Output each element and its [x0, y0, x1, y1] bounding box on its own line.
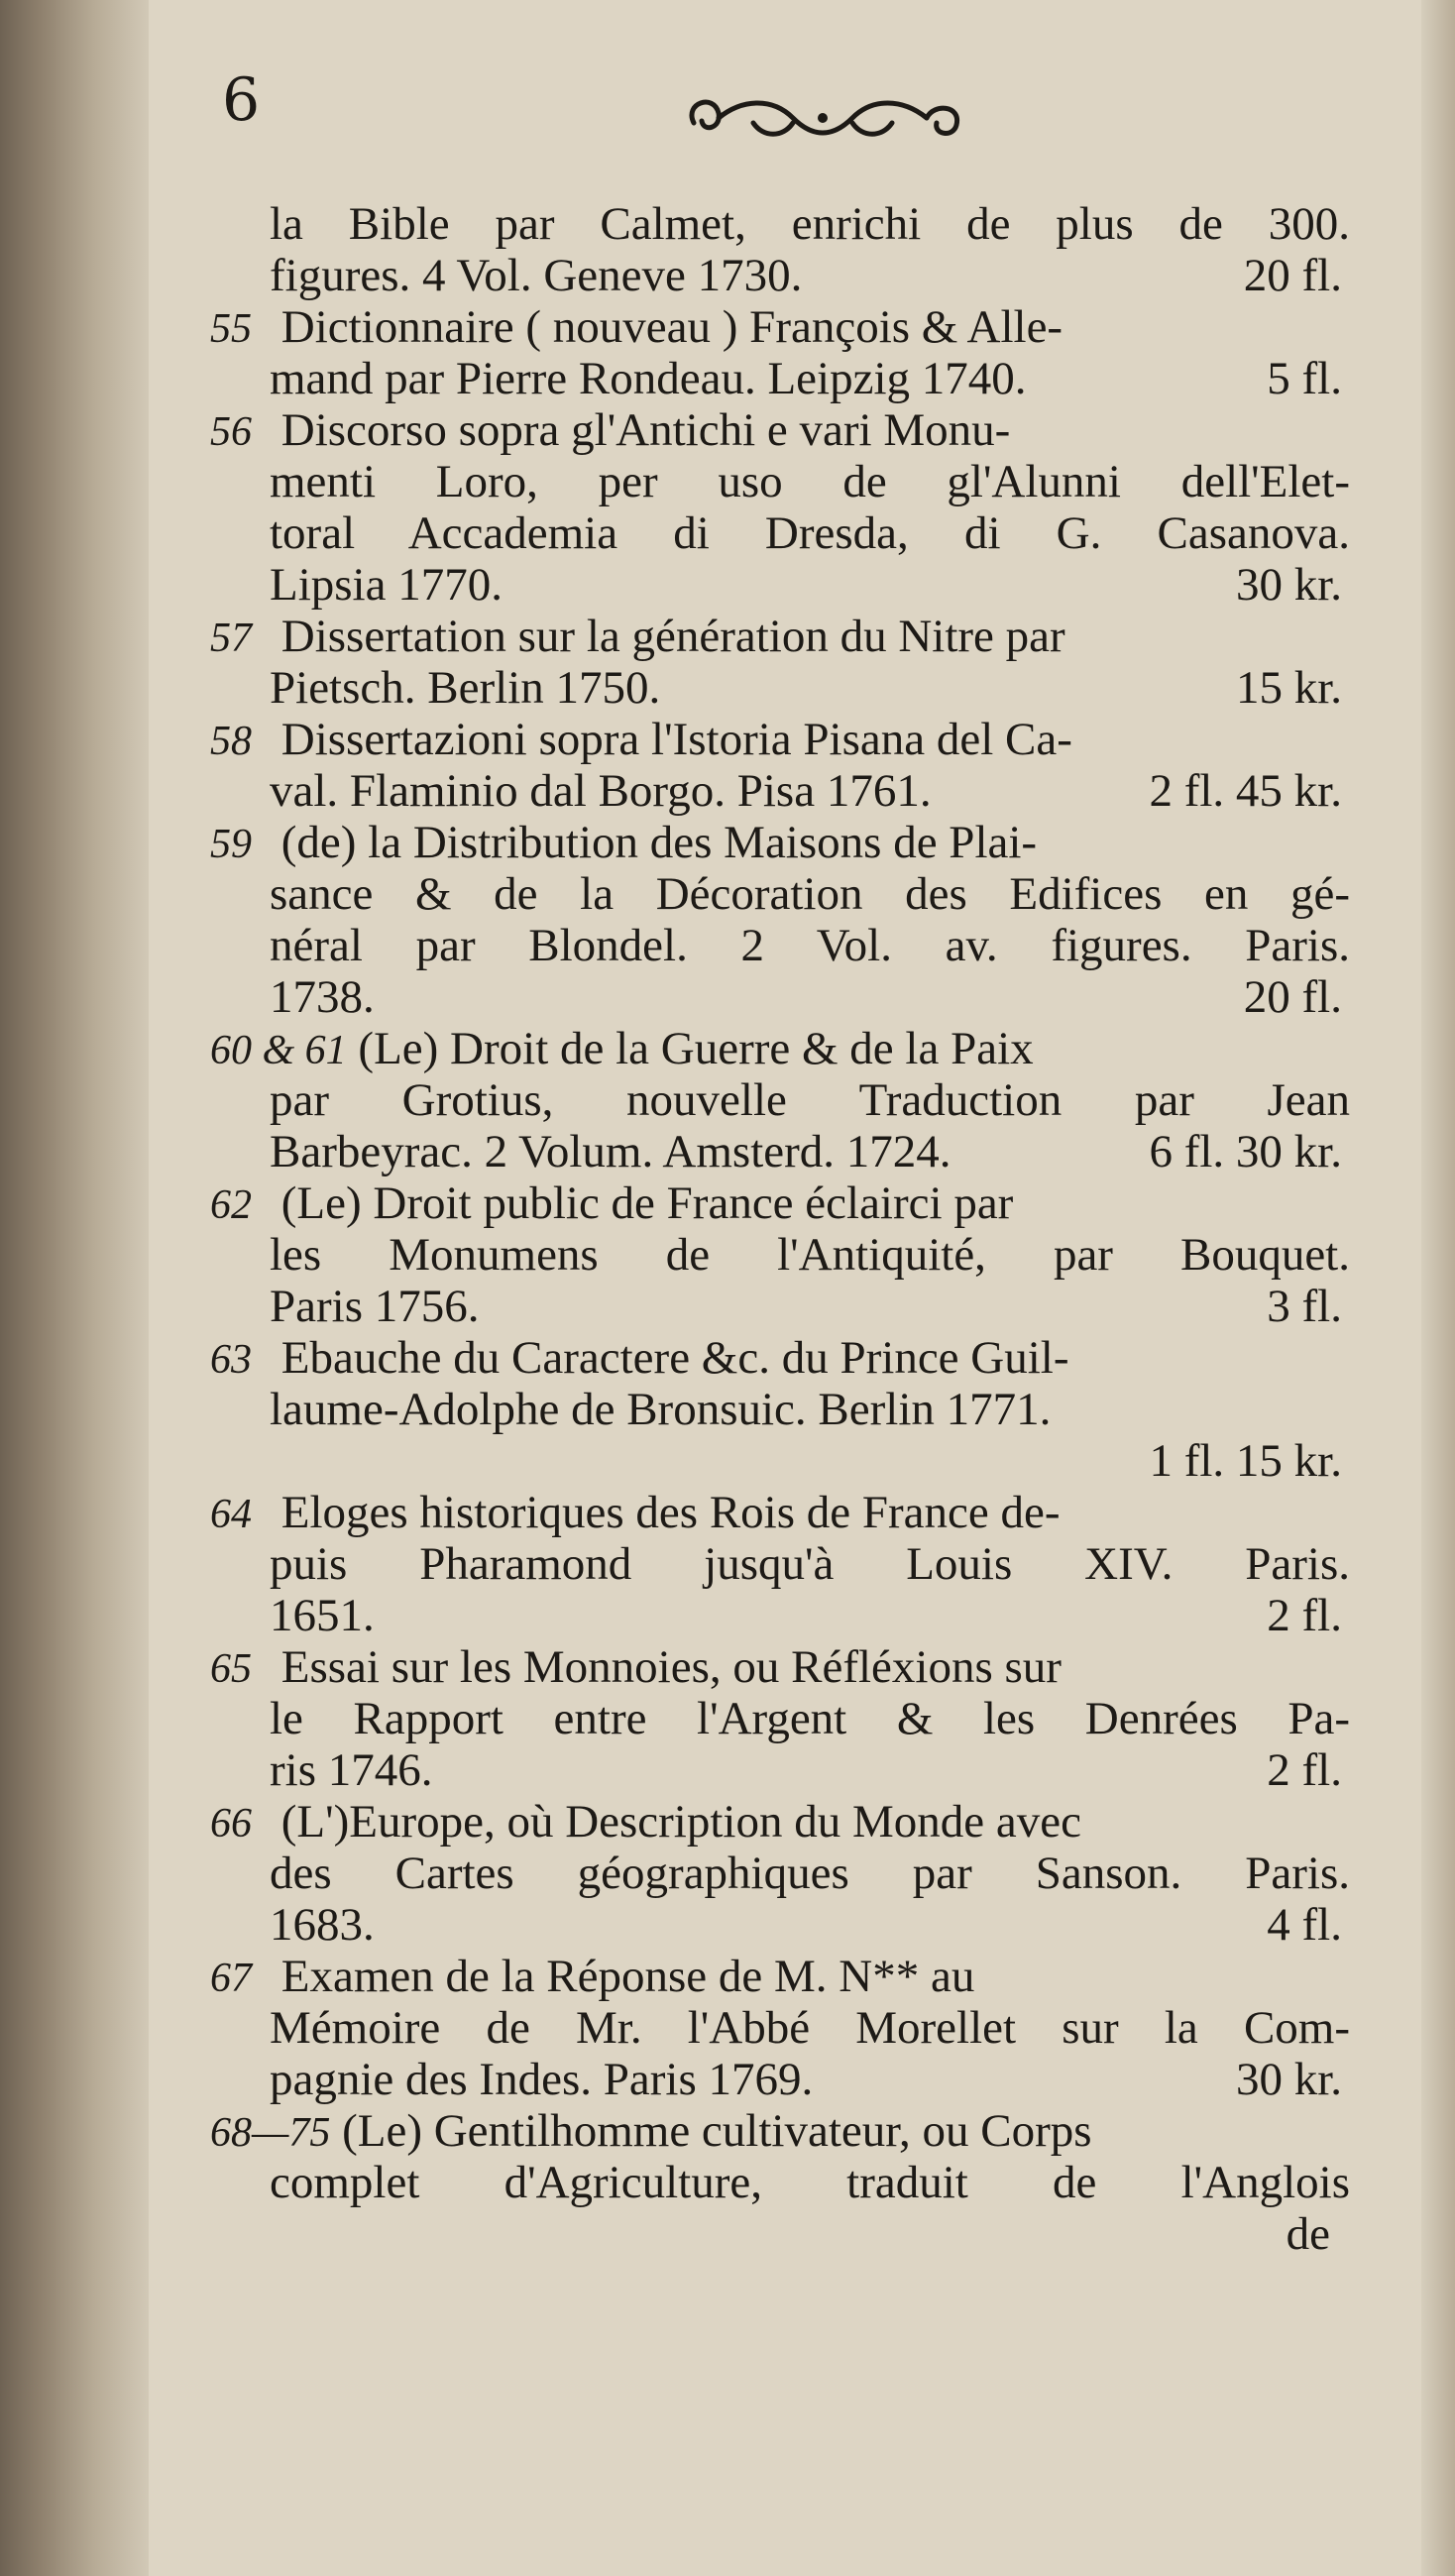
entry-text: (Le) Gentilhomme cultivateur, ou Corps — [342, 2105, 1092, 2157]
entry-text: toral Accademia di Dresda, di G. Casanova. — [270, 507, 1350, 559]
price: 1 fl. 15 kr. — [1149, 1435, 1342, 1487]
catalog-line — [210, 250, 1350, 301]
item-number: 68—75 — [210, 2110, 331, 2156]
catalog-line — [210, 1538, 1350, 1590]
catalog-line — [210, 920, 1350, 971]
entry-text: (de) la Distribution des Maisons de Plai- — [280, 817, 1038, 868]
catalog-entry-line — [210, 1951, 1350, 2002]
entry-text: Eloges historiques des Rois de France de- — [280, 1487, 1061, 1538]
catalog-line — [210, 1435, 1350, 1487]
item-number: 59 — [210, 822, 252, 867]
catalog-line — [210, 1744, 1350, 1796]
entry-text: Dissertazioni sopra l'Istoria Pisana del Ca- — [280, 714, 1072, 765]
price: 20 fl. — [1243, 250, 1342, 301]
entry-text: mand par Pierre Rondeau. Leipzig 1740. — [270, 353, 1027, 404]
entry-text: laume-Adolphe de Bronsuic. Berlin 1771. — [270, 1384, 1052, 1435]
catalog-line — [210, 1693, 1350, 1744]
catalog-line — [210, 1899, 1350, 1951]
catalog-line — [210, 198, 1350, 250]
page-gutter — [0, 0, 149, 2576]
catalog-entry-line — [210, 817, 1350, 868]
item-number: 67 — [210, 1956, 252, 2001]
price: 6 fl. 30 kr. — [1149, 1126, 1342, 1177]
catalog-line — [210, 1281, 1350, 1332]
entry-text: Ebauche du Caractere &c. du Prince Guil- — [280, 1332, 1069, 1384]
price: 20 fl. — [1243, 971, 1342, 1023]
catalog-line — [210, 1229, 1350, 1281]
catalog-line — [210, 559, 1350, 611]
catalog-line — [210, 1126, 1350, 1177]
catalog-entry-line — [210, 1796, 1350, 1848]
entry-text: figures. 4 Vol. Geneve 1730. — [270, 250, 803, 301]
catalog-entry-line — [210, 714, 1350, 765]
entry-text: menti Loro, per uso de gl'Alunni dell'Elet- — [270, 456, 1350, 507]
catalog-line — [210, 2054, 1350, 2105]
catchword: de — [1286, 2208, 1330, 2260]
entry-text: les Monumens de l'Antiquité, par Bouquet. — [270, 1229, 1350, 1281]
page-edge — [1421, 0, 1455, 2576]
price: 2 fl. 45 kr. — [1149, 765, 1342, 817]
scroll-ornament-icon — [674, 83, 971, 153]
catalog-line — [210, 456, 1350, 507]
catalog-line — [210, 971, 1350, 1023]
catalog-entry-line — [210, 1177, 1350, 1229]
entry-text: (Le) Droit public de France éclairci par — [280, 1177, 1014, 1229]
entry-text: Dissertation sur la génération du Nitre par — [280, 611, 1065, 662]
entry-text: pagnie des Indes. Paris 1769. — [270, 2054, 814, 2105]
catalog-text — [210, 198, 1350, 2260]
page-number: 6 — [222, 65, 261, 135]
entry-text: puis Pharamond jusqu'à Louis XIV. Paris. — [270, 1538, 1350, 1590]
entry-text: sance & de la Décoration des Edifices en gé- — [270, 868, 1350, 920]
entry-text: Barbeyrac. 2 Volum. Amsterd. 1724. — [270, 1126, 951, 1177]
catalog-line — [210, 2157, 1350, 2208]
price: 30 kr. — [1235, 559, 1342, 611]
entry-text: 1651. — [270, 1590, 375, 1641]
catalog-line — [210, 1384, 1350, 1435]
entry-text: complet d'Agriculture, traduit de l'Anglois — [270, 2157, 1350, 2208]
catalog-line — [210, 353, 1350, 404]
catalog-line — [210, 868, 1350, 920]
catalog-line — [210, 507, 1350, 559]
item-number: 55 — [210, 306, 252, 352]
item-number: 66 — [210, 1801, 252, 1847]
entry-text: Dictionnaire ( nouveau ) François & Alle- — [280, 301, 1063, 353]
item-number: 64 — [210, 1492, 252, 1537]
entry-text: Paris 1756. — [270, 1281, 480, 1332]
price: 30 kr. — [1235, 2054, 1342, 2105]
entry-text: néral par Blondel. 2 Vol. av. figures. Paris. — [270, 920, 1350, 971]
entry-text: 1738. — [270, 971, 375, 1023]
item-number: 63 — [210, 1337, 252, 1383]
entry-text: Pietsch. Berlin 1750. — [270, 662, 661, 714]
entry-text: Discorso sopra gl'Antichi e vari Monu- — [280, 404, 1011, 456]
item-number: 57 — [210, 616, 252, 661]
entry-text: Examen de la Réponse de M. N** au — [280, 1951, 975, 2002]
entry-text: le Rapport entre l'Argent & les Denrées Pa- — [270, 1693, 1350, 1744]
catalog-line — [210, 1074, 1350, 1126]
entry-text: Essai sur les Monnoies, ou Réfléxions sur — [280, 1641, 1062, 1693]
entry-text: (L')Europe, où Description du Monde avec — [280, 1796, 1081, 1848]
entry-text: Mémoire de Mr. l'Abbé Morellet sur la Com- — [270, 2002, 1350, 2054]
catalog-line — [210, 2002, 1350, 2054]
price: 4 fl. — [1267, 1899, 1342, 1951]
item-number: 60 & 61 — [210, 1028, 347, 1073]
catalog-entry-line — [210, 611, 1350, 662]
entry-text: 1683. — [270, 1899, 375, 1951]
price: 3 fl. — [1267, 1281, 1342, 1332]
catalog-line — [210, 662, 1350, 714]
item-number: 65 — [210, 1646, 252, 1692]
price: 2 fl. — [1267, 1744, 1342, 1796]
catalog-entry-line — [210, 1023, 1350, 1074]
price: 15 kr. — [1235, 662, 1342, 714]
catalog-line — [210, 1848, 1350, 1899]
item-number: 56 — [210, 409, 252, 455]
catalog-entry-line — [210, 1332, 1350, 1384]
catalog-entry-line — [210, 301, 1350, 353]
entry-text: par Grotius, nouvelle Traduction par Jean — [270, 1074, 1350, 1126]
entry-text: Lipsia 1770. — [270, 559, 503, 611]
price: 5 fl. — [1267, 353, 1342, 404]
entry-text: ris 1746. — [270, 1744, 433, 1796]
entry-text: val. Flaminio dal Borgo. Pisa 1761. — [270, 765, 932, 817]
catalog-line — [210, 765, 1350, 817]
catalog-entry-line — [210, 1487, 1350, 1538]
catalog-entry-line — [210, 404, 1350, 456]
item-number: 58 — [210, 719, 252, 764]
catalog-line — [210, 1590, 1350, 1641]
catalog-entry-line — [210, 2105, 1350, 2157]
entry-text: (Le) Droit de la Guerre & de la Paix — [358, 1023, 1034, 1074]
entry-text: la Bible par Calmet, enrichi de plus de 300. — [270, 198, 1350, 250]
item-number: 62 — [210, 1182, 252, 1228]
entry-text: des Cartes géographiques par Sanson. Paris. — [270, 1848, 1350, 1899]
price: 2 fl. — [1267, 1590, 1342, 1641]
catalog-entry-line — [210, 1641, 1350, 1693]
